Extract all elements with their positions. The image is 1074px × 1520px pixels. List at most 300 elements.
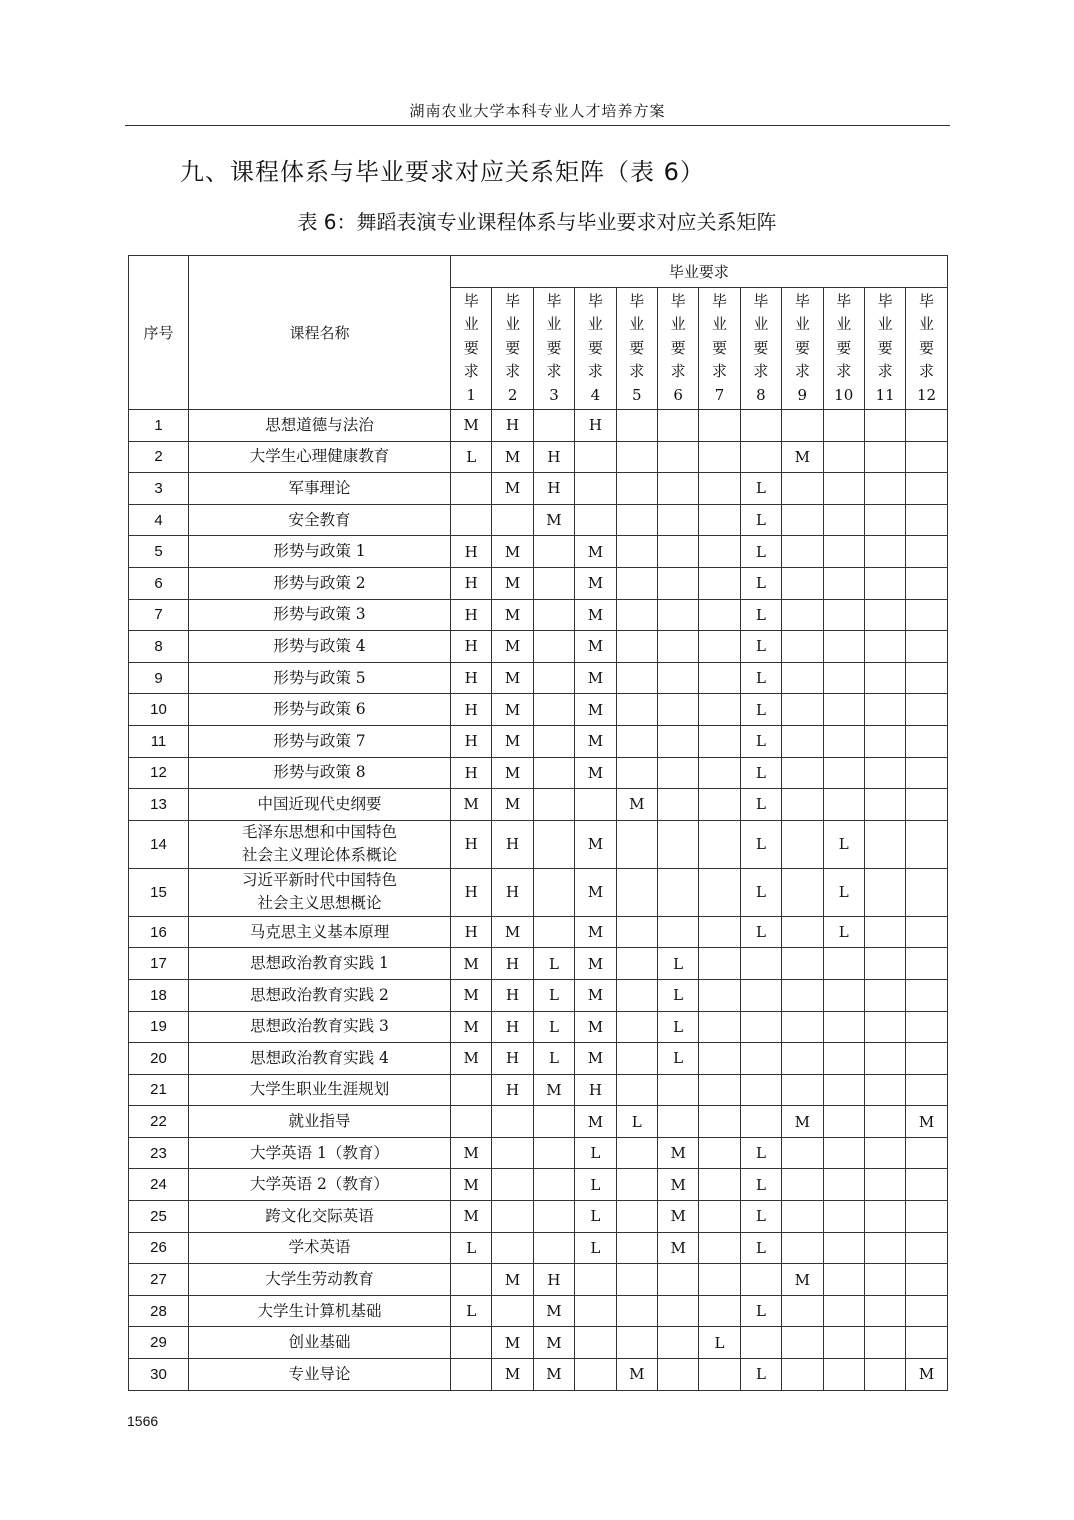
support-level-cell (616, 757, 657, 789)
support-level-cell: M (575, 599, 616, 631)
support-level-cell (782, 789, 823, 821)
support-level-cell (657, 1264, 698, 1296)
support-level-cell (823, 410, 864, 442)
course-name-line: 思想政治教育实践 1 (250, 954, 389, 973)
support-level-cell: L (823, 916, 864, 948)
support-level-cell (823, 1295, 864, 1327)
course-name-cell (189, 1106, 451, 1138)
support-level-cell (533, 1201, 574, 1233)
support-level-cell (616, 441, 657, 473)
support-level-cell (782, 631, 823, 663)
serial-number-cell: 9 (129, 662, 189, 694)
support-level-cell: L (823, 820, 864, 868)
support-level-cell (699, 1137, 740, 1169)
course-name-cell (189, 1201, 451, 1233)
serial-number-cell: 12 (129, 757, 189, 789)
running-header: 湖南农业大学本科专业人才培养方案 (409, 102, 666, 120)
support-level-cell: M (492, 725, 533, 757)
table-row (129, 1327, 948, 1359)
support-level-cell (864, 1106, 905, 1138)
table-row (129, 441, 948, 473)
support-level-cell: M (492, 631, 533, 663)
support-level-cell: M (906, 1106, 947, 1138)
support-level-cell (782, 948, 823, 980)
support-level-cell: L (740, 504, 781, 536)
support-level-cell (533, 1169, 574, 1201)
support-level-cell (782, 1359, 823, 1391)
serial-number-cell: 20 (129, 1043, 189, 1075)
support-level-cell (699, 1359, 740, 1391)
support-level-cell (657, 757, 698, 789)
support-level-cell: M (575, 979, 616, 1011)
support-level-cell (699, 441, 740, 473)
course-name-cell (189, 757, 451, 789)
course-name-line: 形势与政策 5 (273, 668, 366, 687)
header-requirement-char: 7 (714, 385, 725, 404)
support-level-cell (782, 567, 823, 599)
support-level-cell (906, 1201, 947, 1233)
course-name-line: 大学英语 2（教育） (250, 1175, 389, 1194)
course-name-cell (189, 979, 451, 1011)
serial-number-cell: 26 (129, 1232, 189, 1264)
header-requirement-char: 要 (919, 338, 935, 357)
header-requirement-char: 求 (794, 362, 810, 381)
support-level-cell (533, 757, 574, 789)
course-name-cell (189, 1137, 451, 1169)
support-level-cell (864, 599, 905, 631)
support-level-cell (616, 1043, 657, 1075)
support-level-cell (782, 504, 823, 536)
support-level-cell (864, 725, 905, 757)
header-requirement-char: 要 (877, 338, 893, 357)
support-level-cell (864, 757, 905, 789)
course-name-line: 马克思主义基本原理 (249, 922, 390, 941)
support-level-cell (864, 820, 905, 868)
header-requirement-char: 要 (712, 338, 728, 357)
header-requirement-char: 要 (463, 338, 479, 357)
serial-number-cell: 14 (129, 820, 189, 868)
support-level-cell: M (492, 599, 533, 631)
header-requirement-char: 毕 (629, 291, 645, 310)
support-level-cell (533, 631, 574, 663)
header-requirement-char: 求 (587, 362, 603, 381)
table-row (129, 789, 948, 821)
support-level-cell (740, 410, 781, 442)
course-name-line: 社会主义理论体系概论 (241, 846, 397, 865)
support-level-cell: M (575, 948, 616, 980)
support-level-cell (699, 979, 740, 1011)
course-name-line: 就业指导 (288, 1112, 351, 1131)
serial-number-cell: 30 (129, 1359, 189, 1391)
support-level-cell (699, 1011, 740, 1043)
support-level-cell: M (533, 1359, 574, 1391)
course-name-line: 思想政治教育实践 4 (250, 1048, 389, 1067)
course-name-cell (189, 1327, 451, 1359)
support-level-cell (906, 1137, 947, 1169)
support-level-cell (616, 567, 657, 599)
header-requirement-char: 求 (712, 362, 728, 381)
support-level-cell (492, 1137, 533, 1169)
support-level-cell (616, 662, 657, 694)
support-level-cell (699, 1043, 740, 1075)
support-level-cell (616, 1232, 657, 1264)
support-level-cell (823, 441, 864, 473)
support-level-cell: L (616, 1106, 657, 1138)
support-level-cell: M (657, 1232, 698, 1264)
table-row (129, 1137, 948, 1169)
course-name-line: 中国近现代史纲要 (257, 794, 382, 813)
support-level-cell (782, 1327, 823, 1359)
support-level-cell: M (451, 410, 492, 442)
support-level-cell (906, 1074, 947, 1106)
support-level-cell (864, 1295, 905, 1327)
support-level-cell: H (533, 473, 574, 505)
support-level-cell: L (740, 820, 781, 868)
support-level-cell (616, 1295, 657, 1327)
header-requirement-char: 8 (756, 385, 766, 404)
support-level-cell (657, 820, 698, 868)
support-level-cell (906, 567, 947, 599)
course-name-cell (189, 441, 451, 473)
support-level-cell (864, 567, 905, 599)
support-level-cell: H (451, 567, 492, 599)
header-requirement-char: 要 (753, 338, 769, 357)
support-level-cell: L (740, 789, 781, 821)
support-level-cell: M (782, 441, 823, 473)
header-requirement-char: 业 (505, 315, 521, 334)
header-requirement-char: 毕 (836, 291, 852, 310)
support-level-cell (616, 410, 657, 442)
support-level-cell: H (492, 1043, 533, 1075)
course-name-cell (189, 1074, 451, 1106)
support-level-cell (575, 789, 616, 821)
support-level-cell: M (492, 694, 533, 726)
support-level-cell (492, 1169, 533, 1201)
course-name-cell (189, 1232, 451, 1264)
support-level-cell (823, 979, 864, 1011)
support-level-cell (533, 1232, 574, 1264)
support-level-cell (616, 1264, 657, 1296)
support-level-cell (864, 789, 905, 821)
support-level-cell (699, 1074, 740, 1106)
support-level-cell: L (451, 1295, 492, 1327)
header-requirement-char: 毕 (505, 291, 521, 310)
support-level-cell: H (492, 1011, 533, 1043)
support-level-cell: M (782, 1264, 823, 1296)
support-level-cell (533, 662, 574, 694)
header-requirement-char: 12 (916, 385, 937, 404)
support-level-cell (699, 725, 740, 757)
support-level-cell (906, 1043, 947, 1075)
support-level-cell: L (533, 948, 574, 980)
course-name-line: 思想政治教育实践 3 (250, 1017, 389, 1036)
support-level-cell (906, 694, 947, 726)
serial-number-cell: 28 (129, 1295, 189, 1327)
support-level-cell: M (451, 1011, 492, 1043)
support-level-cell (492, 1201, 533, 1233)
support-level-cell: H (533, 441, 574, 473)
course-name-line: 大学生职业生涯规划 (249, 1080, 390, 1099)
support-level-cell: L (740, 536, 781, 568)
header-requirement-char: 9 (797, 385, 808, 404)
support-level-cell (657, 441, 698, 473)
support-level-cell: M (575, 868, 616, 916)
table-row (129, 1201, 948, 1233)
header-requirement-char: 求 (546, 362, 562, 381)
support-level-cell (699, 694, 740, 726)
support-level-cell (864, 1327, 905, 1359)
support-level-cell (533, 694, 574, 726)
header-requirement-char: 业 (546, 315, 562, 334)
support-level-cell: L (657, 1043, 698, 1075)
header-requirement-char: 业 (587, 315, 603, 334)
support-level-cell: L (740, 1232, 781, 1264)
support-level-cell (864, 694, 905, 726)
serial-number-cell: 4 (129, 504, 189, 536)
support-level-cell: M (492, 1359, 533, 1391)
support-level-cell: M (451, 948, 492, 980)
support-level-cell (782, 916, 823, 948)
support-level-cell: M (657, 1201, 698, 1233)
support-level-cell: L (740, 694, 781, 726)
support-level-cell (699, 504, 740, 536)
support-level-cell: H (451, 725, 492, 757)
course-name-cell (189, 599, 451, 631)
table-row (129, 536, 948, 568)
header-requirement-char: 业 (629, 315, 645, 334)
support-level-cell (451, 1264, 492, 1296)
support-level-cell: M (657, 1137, 698, 1169)
support-level-cell (451, 473, 492, 505)
support-level-cell (782, 536, 823, 568)
header-requirement-char: 业 (670, 315, 686, 334)
course-name-line: 形势与政策 1 (273, 542, 366, 561)
course-name-line: 形势与政策 4 (273, 636, 366, 655)
table-row (129, 1264, 948, 1296)
support-level-cell (657, 725, 698, 757)
support-level-cell (823, 567, 864, 599)
support-level-cell: M (492, 1264, 533, 1296)
support-level-cell (782, 820, 823, 868)
table-row (129, 1232, 948, 1264)
support-level-cell: H (451, 694, 492, 726)
support-level-cell (906, 599, 947, 631)
header-requirement-char: 毕 (463, 291, 479, 310)
support-level-cell (864, 536, 905, 568)
support-level-cell (906, 1232, 947, 1264)
support-level-cell (782, 979, 823, 1011)
support-level-cell: L (740, 599, 781, 631)
course-name-cell (189, 725, 451, 757)
support-level-cell: M (575, 662, 616, 694)
header-requirement-char: 求 (670, 362, 686, 381)
support-level-cell: M (451, 1201, 492, 1233)
table-row (129, 1106, 948, 1138)
header-rule (125, 125, 950, 126)
support-level-cell: H (451, 820, 492, 868)
support-level-cell (823, 599, 864, 631)
serial-number-cell: 11 (129, 725, 189, 757)
header-requirement-10 (823, 288, 864, 410)
support-level-cell (906, 410, 947, 442)
support-level-cell (906, 631, 947, 663)
support-level-cell (740, 1264, 781, 1296)
support-level-cell: L (657, 948, 698, 980)
course-name-cell (189, 410, 451, 442)
support-level-cell: M (492, 441, 533, 473)
header-requirement-char: 要 (587, 338, 603, 357)
support-level-cell (864, 410, 905, 442)
support-level-cell: L (740, 868, 781, 916)
support-level-cell (575, 1327, 616, 1359)
support-level-cell (864, 662, 905, 694)
support-level-cell (657, 694, 698, 726)
header-requirement-char: 要 (505, 338, 521, 357)
support-level-cell: L (575, 1169, 616, 1201)
support-level-cell (823, 1106, 864, 1138)
support-level-cell (864, 948, 905, 980)
support-level-cell (864, 868, 905, 916)
support-level-cell: H (451, 631, 492, 663)
support-level-cell: M (451, 1169, 492, 1201)
header-requirement-char: 要 (629, 338, 645, 357)
support-level-cell (906, 820, 947, 868)
support-level-cell: M (492, 473, 533, 505)
table-row (129, 1359, 948, 1391)
support-level-cell (616, 820, 657, 868)
support-level-cell: M (492, 567, 533, 599)
support-level-cell: L (740, 1169, 781, 1201)
support-level-cell: H (492, 948, 533, 980)
header-serial-number: 序号 (129, 256, 189, 410)
header-requirement-char: 要 (836, 338, 852, 357)
support-level-cell (699, 599, 740, 631)
support-level-cell (657, 1295, 698, 1327)
course-name-cell (189, 1295, 451, 1327)
support-level-cell (699, 1201, 740, 1233)
support-level-cell (657, 567, 698, 599)
support-level-cell (864, 1043, 905, 1075)
support-level-cell (616, 1074, 657, 1106)
support-level-cell: M (451, 1043, 492, 1075)
support-level-cell (616, 979, 657, 1011)
support-level-cell: M (451, 1137, 492, 1169)
support-level-cell (699, 473, 740, 505)
support-level-cell (616, 599, 657, 631)
course-name-cell (189, 1169, 451, 1201)
support-level-cell (782, 1169, 823, 1201)
serial-number-cell: 24 (129, 1169, 189, 1201)
support-level-cell (823, 948, 864, 980)
header-requirement-char: 毕 (919, 291, 935, 310)
header-requirement-char: 求 (753, 362, 769, 381)
support-level-cell (782, 599, 823, 631)
header-requirement-char: 求 (877, 362, 893, 381)
support-level-cell (533, 789, 574, 821)
support-level-cell: L (740, 916, 781, 948)
table-row (129, 1043, 948, 1075)
table-row (129, 410, 948, 442)
support-level-cell (823, 536, 864, 568)
header-requirement-3 (533, 288, 574, 410)
support-level-cell (906, 757, 947, 789)
support-level-cell (782, 1295, 823, 1327)
support-level-cell (657, 1327, 698, 1359)
header-requirement-7 (699, 288, 740, 410)
support-level-cell (823, 1232, 864, 1264)
table-row (129, 473, 948, 505)
header-requirement-char: 求 (505, 362, 521, 381)
support-level-cell (823, 757, 864, 789)
support-level-cell: M (533, 504, 574, 536)
serial-number-cell: 15 (129, 868, 189, 916)
support-level-cell (699, 789, 740, 821)
course-name-line: 形势与政策 8 (273, 763, 366, 782)
course-name-line: 专业导论 (288, 1364, 351, 1383)
support-level-cell (864, 441, 905, 473)
table-row (129, 868, 948, 916)
course-name-line: 大学生心理健康教育 (249, 447, 390, 466)
support-level-cell (864, 504, 905, 536)
support-level-cell (492, 1106, 533, 1138)
course-name-line: 大学生劳动教育 (265, 1270, 374, 1289)
support-level-cell: L (740, 473, 781, 505)
course-name-line: 思想道德与法治 (265, 415, 374, 434)
support-level-cell (864, 1232, 905, 1264)
support-level-cell (906, 1169, 947, 1201)
course-name-cell (189, 1011, 451, 1043)
support-level-cell (906, 504, 947, 536)
support-level-cell (906, 1264, 947, 1296)
support-level-cell (906, 725, 947, 757)
support-level-cell (533, 1106, 574, 1138)
support-level-cell (823, 1011, 864, 1043)
support-level-cell (782, 725, 823, 757)
support-level-cell (864, 631, 905, 663)
support-level-cell: L (740, 567, 781, 599)
support-level-cell: L (533, 979, 574, 1011)
course-name-cell (189, 536, 451, 568)
table-row (129, 1074, 948, 1106)
support-level-cell (823, 1327, 864, 1359)
support-level-cell (451, 1359, 492, 1391)
support-level-cell (657, 789, 698, 821)
header-requirement-2 (492, 288, 533, 410)
serial-number-cell: 10 (129, 694, 189, 726)
table-row (129, 1295, 948, 1327)
header-requirement-char: 毕 (587, 291, 603, 310)
support-level-cell: H (533, 1264, 574, 1296)
header-requirement-char: 求 (919, 362, 935, 381)
support-level-cell: H (451, 868, 492, 916)
course-name-cell (189, 916, 451, 948)
course-name-line: 毛泽东思想和中国特色 (241, 823, 397, 842)
serial-number-cell: 22 (129, 1106, 189, 1138)
support-level-cell (492, 504, 533, 536)
support-level-cell: M (533, 1074, 574, 1106)
support-level-cell (823, 1043, 864, 1075)
header-requirement-char: 业 (919, 315, 935, 334)
support-level-cell (699, 868, 740, 916)
table-row (129, 757, 948, 789)
serial-number-cell: 18 (129, 979, 189, 1011)
serial-number-cell: 19 (129, 1011, 189, 1043)
support-level-cell (906, 473, 947, 505)
table-row (129, 1011, 948, 1043)
table-row (129, 504, 948, 536)
support-level-cell (699, 662, 740, 694)
support-level-cell (657, 868, 698, 916)
